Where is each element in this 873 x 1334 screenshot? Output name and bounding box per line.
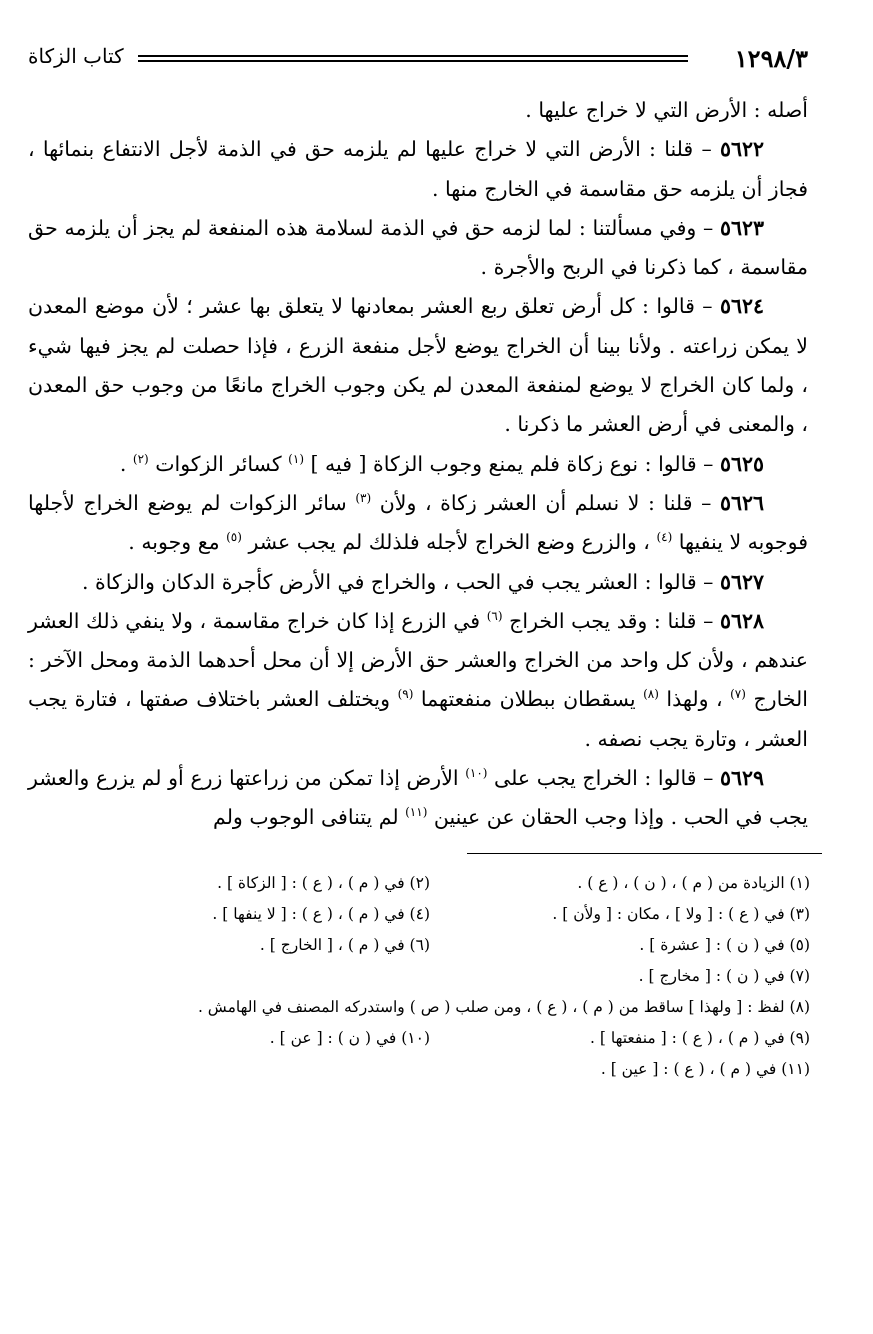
paragraph-text: ويختلف العشر باختلاف صفتها ، فتارة يجب العشر ، وتارة يجب نصفه . xyxy=(28,687,808,751)
footnotes xyxy=(28,868,810,1085)
paragraph xyxy=(28,563,808,602)
paragraph-text: – قالوا : العشر يجب في الحب ، والخراج في الأرض كأجرة الدكان والزكاة . xyxy=(81,569,714,594)
header-double-rule xyxy=(138,55,688,62)
paragraph-number: ٥٦٢٢ xyxy=(719,137,764,162)
footnote-reference: (٧) xyxy=(730,687,746,702)
footnote: (٨) لفظ : [ ولهذا ] ساقط من ( م ) ، ( ع ) ، ومن صلب ( ص ) واستدركه المصنف في الهامش . xyxy=(197,997,810,1016)
paragraph-text: يسقطان ببطلان منفعتهما xyxy=(413,687,644,712)
paragraph-text: لم يتنافى الوجوب ولم xyxy=(213,805,406,830)
paragraph-text: – قلنا : وقد يجب الخراج xyxy=(502,608,714,633)
running-title: كتاب الزكاة xyxy=(28,44,124,68)
footnote-reference: (٤) xyxy=(656,530,673,545)
page-header xyxy=(28,38,808,82)
footnote-reference: (٢) xyxy=(132,451,149,466)
paragraph-text: – قلنا : لا نسلم أن العشر زكاة ، ولأن xyxy=(371,490,712,515)
paragraph-text: سائر الزكوات لم يوضع الخراج لأجلها فوجوبه لا ينفيها xyxy=(28,490,808,555)
footnote-reference: (٦) xyxy=(486,609,503,624)
footnote-line xyxy=(28,899,810,930)
footnote-line xyxy=(28,961,810,992)
paragraph-number: ٥٦٢٩ xyxy=(719,766,764,791)
paragraph xyxy=(28,759,808,838)
footnote-reference: (٩) xyxy=(397,687,414,702)
paragraph xyxy=(28,209,808,288)
paragraph-number: ٥٦٢٤ xyxy=(719,294,764,319)
footnote-reference: (١٠) xyxy=(465,766,488,781)
footnote: (١) الزيادة من ( م ) ، ( ن ) ، ( ع ) . xyxy=(577,873,810,892)
footnote: (٤) في ( م ) ، ( ع ) : [ لا ينفها ] . xyxy=(212,904,430,923)
paragraph-number: ٥٦٢٨ xyxy=(719,608,764,633)
paragraph-text: الأرض إذا تمكن من زراعتها زرع أو لم يزرع والعشر يجب في الحب . وإذا وجب الحقان عن عينين xyxy=(28,766,808,830)
paragraph xyxy=(28,287,808,444)
footnote: (١١) في ( م ) ، ( ع ) : [ عين ] . xyxy=(600,1059,810,1078)
footnote: (٦) في ( م ) ، [ الخارج ] . xyxy=(259,935,430,954)
paragraph xyxy=(28,91,808,130)
footnote: (١٠) في ( ن ) : [ عن ] . xyxy=(269,1028,430,1047)
paragraph-text: كسائر الزكوات xyxy=(148,451,289,476)
paragraph-text: – قالوا : نوع زكاة فلم يمنع وجوب الزكاة [ فيه ] xyxy=(304,451,714,476)
footnote-line xyxy=(28,930,810,961)
footnote: (٥) في ( ن ) : [ عشرة ] . xyxy=(639,935,810,954)
footnote-line xyxy=(28,992,810,1023)
paragraph-number: ٥٦٢٧ xyxy=(719,569,764,594)
document-page xyxy=(28,38,808,1318)
paragraph xyxy=(28,130,808,209)
paragraph xyxy=(28,445,808,484)
footnote-separator xyxy=(467,853,822,854)
paragraph-text: . xyxy=(119,451,133,476)
paragraph-text: ، ولهذا xyxy=(658,687,731,712)
footnote-reference: (٣) xyxy=(355,491,372,506)
page-number: ١٢٩٨/٣ xyxy=(734,44,808,73)
paragraph-text: مع وجوبه . xyxy=(128,530,227,555)
paragraph-text: – قلنا : الأرض التي لا خراج عليها لم يلزمه حق في الذمة لأجل الانتفاع بنمائها ، فجاز أن يلزمه حق مقاسمة في الخارج منها . xyxy=(28,137,808,201)
paragraph-text: – قالوا : كل أرض تعلق ربع العشر بمعادنها لا يتعلق بها عشر ؛ لأن موضع المعدن لا يمكن زراعته . ولأنا بينا أن الخراج يوضع لأجل منفعة الزرع ، فإذا حصلت لم يجز فيها شيء ، ولما كان الخراج لا يوضع لمنفعة المعدن لم يكن وجوب الخراج مانعًا من وجوب حق المعدن ، والمعنى في أرض العشر ما ذكرنا . xyxy=(28,294,808,437)
footnote: (٣) في ( ع ) : [ ولا ] ، مكان : [ ولأن ] . xyxy=(552,904,810,923)
footnote-line xyxy=(28,1054,810,1085)
paragraph-text: أصله : الأرض التي لا خراج عليها . xyxy=(525,98,808,122)
paragraph-text: ، والزرع وضع الخراج لأجله فلذلك لم يجب عشر xyxy=(241,530,657,555)
footnote: (٩) في ( م ) ، ( ع ) : [ منفعتها ] . xyxy=(590,1028,810,1047)
paragraph-text: – قالوا : الخراج يجب على xyxy=(487,766,714,791)
footnote-reference: (١) xyxy=(288,451,304,466)
paragraph xyxy=(28,602,808,759)
footnote: (٧) في ( ن ) : [ مخارج ] . xyxy=(638,966,810,985)
paragraph-text: – وفي مسألتنا : لما لزمه حق في الذمة لسلامة هذه المنفعة لم يجز أن يلزمه حق مقاسمة ، كما ذكرنا في الربح والأجرة . xyxy=(28,215,808,280)
paragraph xyxy=(28,484,808,563)
footnote-reference: (٥) xyxy=(226,530,242,545)
main-text xyxy=(28,91,808,838)
footnote: (٢) في ( م ) ، ( ع ) : [ الزكاة ] . xyxy=(217,873,430,892)
footnote-reference: (١١) xyxy=(405,805,428,820)
paragraph-number: ٥٦٢٣ xyxy=(719,215,764,240)
footnote-line xyxy=(28,1023,810,1054)
paragraph-text: في الزرع إذا كان خراج مقاسمة ، ولا ينفي ذلك العشر عندهم ، ولأن كل واحد من الخراج والعشر حق الأرض إلا أن محل أحدهما الذمة ومحل الآخر : الخارج xyxy=(28,608,809,712)
footnote-reference: (٨) xyxy=(643,687,659,702)
paragraph-number: ٥٦٢٥ xyxy=(719,451,764,476)
paragraph-number: ٥٦٢٦ xyxy=(719,490,764,515)
footnote-line xyxy=(28,868,810,899)
